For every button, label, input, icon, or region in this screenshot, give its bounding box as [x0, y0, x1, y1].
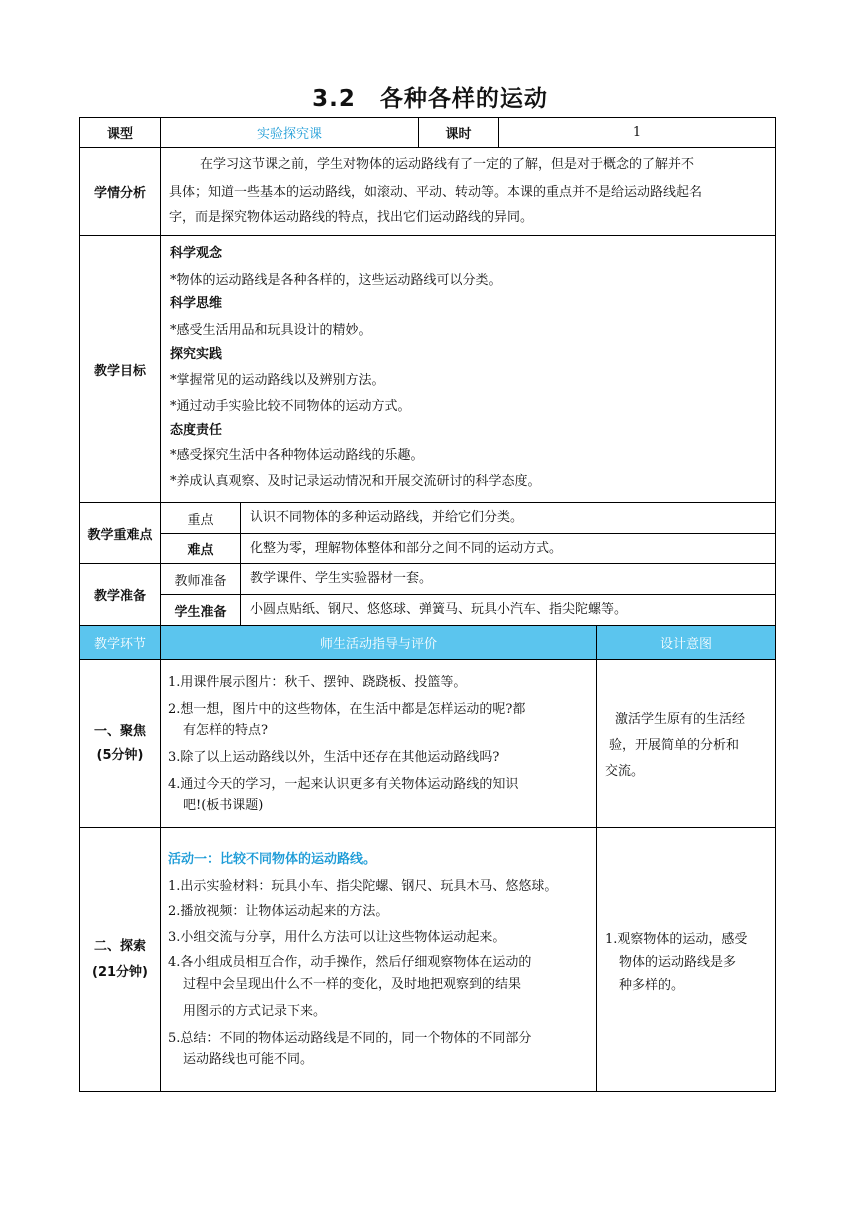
- stage2-step: 5.总结：不同的物体运动路线是不同的，同一个物体的不同部分: [168, 1031, 532, 1046]
- stage1-step: 3.除了以上运动路线以外，生活中还存在其他运动路线吗?: [168, 750, 500, 765]
- key-point-label: 重点: [187, 512, 214, 528]
- stage2-step-cont: 运动路线也可能不同。: [183, 1052, 314, 1067]
- goal-heading-thinking: 科学思维: [170, 296, 223, 311]
- goal-item: *掌握常见的运动路线以及辨别方法。: [170, 373, 385, 388]
- goal-heading-concept: 科学观念: [170, 246, 223, 261]
- stage2-step-cont: 用图示的方式记录下来。: [183, 1004, 327, 1019]
- situation-label: 学情分析: [93, 186, 146, 201]
- stage-time: (5分钟): [96, 747, 144, 763]
- hours-value: 1: [632, 125, 642, 140]
- page-title: 3.2 各种各样的运动: [312, 86, 548, 112]
- stage1-step: 2.想一想，图片中的这些物体，在生活中都是怎样运动的呢?都: [168, 702, 526, 717]
- activity-title: 活动一：比较不同物体的运动路线。: [168, 852, 377, 867]
- course-type-value: 实验探究课: [256, 127, 322, 142]
- goal-item: *养成认真观察、及时记录运动情况和开展交流研讨的科学态度。: [170, 474, 541, 489]
- goal-item: *物体的运动路线是各种各样的，这些运动路线可以分类。: [170, 273, 502, 288]
- student-prep-text: 小圆点贴纸、钢尺、悠悠球、弹簧马、玩具小汽车、指尖陀螺等。: [250, 602, 628, 617]
- stage2-step-cont: 过程中会呈现出什么不一样的变化，及时地把观察到的结果: [183, 977, 522, 992]
- goals-label: 教学目标: [93, 363, 146, 379]
- goal-heading-attitude: 态度责任: [170, 423, 223, 438]
- teacher-prep-label: 教师准备: [174, 573, 227, 589]
- stage1-intent: 激活学生原有的生活经: [615, 712, 746, 727]
- goal-item: *通过动手实验比较不同物体的运动方式。: [170, 399, 411, 414]
- stage2-step: 3.小组交流与分享，用什么方法可以让这些物体运动起来。: [168, 930, 506, 945]
- stage-focus-name: [80, 660, 160, 827]
- process-header-activity: 师生活动指导与评价: [161, 626, 596, 659]
- stage-name: 二、探索: [93, 939, 146, 954]
- process-header-stage: 教学环节: [80, 626, 160, 659]
- difficulty-label: 难点: [187, 543, 214, 558]
- situation-line-1: 在学习这节课之前，学生对物体的运动路线有了一定的了解，但是对于概念的了解并不: [200, 157, 695, 172]
- student-prep-label: 学生准备: [174, 604, 227, 620]
- situation-line-2: 具体；知道一些基本的运动路线，如滚动、平动、转动等。本课的重点并不是给运动路线起名: [169, 185, 703, 200]
- stage2-intent: 物体的运动路线是多: [619, 955, 737, 970]
- stage2-step: 1.出示实验材料：玩具小车、指尖陀螺、钢尺、玩具木马、悠悠球。: [168, 879, 558, 894]
- goal-item: *感受生活用品和玩具设计的精妙。: [170, 323, 372, 338]
- situation-line-3: 字，而是探究物体运动路线的特点，找出它们运动路线的异同。: [169, 210, 534, 225]
- stage-time: (21分钟): [92, 965, 148, 980]
- stage1-step: 1.用课件展示图片：秋千、摆钟、跷跷板、投篮等。: [168, 675, 467, 690]
- stage2-step: 4.各小组成员相互合作，动手操作，然后仔细观察物体在运动的: [168, 955, 532, 970]
- stage2-intent: 1.观察物体的运动，感受: [605, 932, 748, 947]
- stage2-step: 2.播放视频：让物体运动起来的方法。: [168, 904, 389, 919]
- stage1-step: 4.通过今天的学习，一起来认识更多有关物体运动路线的知识: [168, 777, 519, 792]
- keypoints-label: 教学重难点: [87, 527, 153, 543]
- prep-label: 教学准备: [93, 589, 146, 604]
- stage1-step-cont: 有怎样的特点?: [183, 723, 268, 738]
- stage2-intent: 种多样的。: [619, 978, 685, 993]
- stage1-step-cont: 吧!(板书课题): [183, 798, 264, 813]
- stage-name: 一、聚焦: [93, 723, 146, 739]
- difficulty-text: 化整为零，理解物体整体和部分之间不同的运动方式。: [250, 541, 563, 556]
- key-point-text: 认识不同物体的多种运动路线，并给它们分类。: [250, 510, 524, 525]
- course-type-label: 课型: [106, 127, 133, 142]
- stage1-intent: 交流。: [605, 764, 645, 779]
- stage-explore-name: [80, 828, 160, 1092]
- goal-heading-practice: 探究实践: [170, 347, 223, 362]
- teacher-prep-text: 教学课件、学生实验器材一套。: [250, 571, 433, 586]
- process-header-intent: 设计意图: [597, 626, 775, 659]
- hours-label: 课时: [445, 127, 472, 142]
- goal-item: *感受探究生活中各种物体运动路线的乐趣。: [170, 448, 424, 463]
- stage1-intent: 验，开展简单的分析和: [609, 738, 740, 753]
